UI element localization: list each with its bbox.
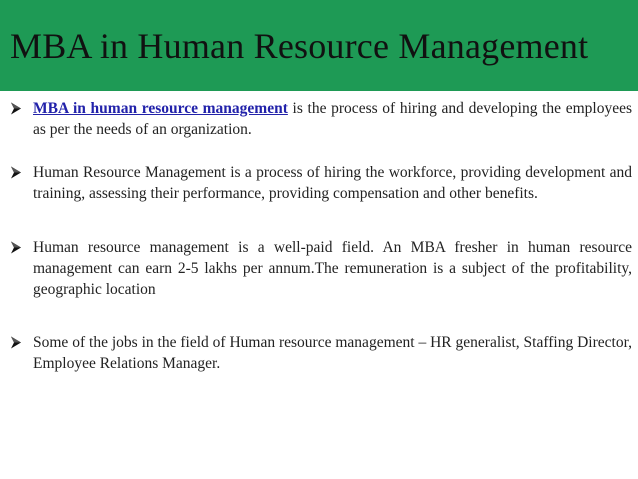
arrow-bullet-icon — [10, 241, 22, 254]
slide-title: MBA in Human Resource Management — [10, 25, 589, 66]
bullet-text: Human Resource Management is a process of hiring the workforce, providing development and training, assessing their performance, providing compensation and other benefits. — [33, 164, 632, 202]
bullet-text: is the process of hiring and developing the employees as per the needs of an organization. — [33, 100, 633, 138]
bullet-item — [10, 332, 632, 374]
arrow-bullet-icon — [10, 336, 22, 349]
bullet-list — [10, 98, 632, 395]
arrow-bullet-icon — [10, 102, 22, 115]
mba-hrm-link[interactable]: MBA in human resource management — [33, 100, 288, 117]
bullet-item — [10, 162, 632, 204]
bullet-item — [10, 237, 632, 300]
arrow-bullet-icon — [10, 166, 22, 179]
bullet-text: Some of the jobs in the field of Human resource management – HR generalist, Staffing Director, Employee Relations Manager. — [33, 334, 632, 372]
bullet-item — [10, 98, 632, 140]
bullet-text: Human resource management is a well-paid field. An MBA fresher in human resource management can earn 2-5 lakhs per annum.The remuneration is a subject of the profitability, geographic location — [33, 239, 632, 298]
title-bar — [0, 0, 638, 91]
